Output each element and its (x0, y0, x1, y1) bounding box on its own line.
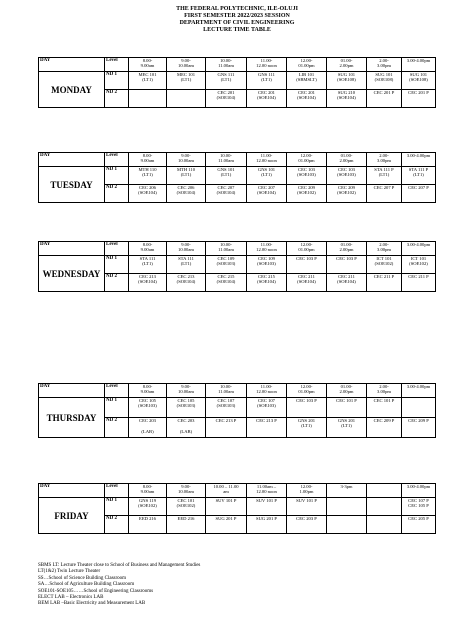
legend-item: SBMS LT: Lecture Theater close to School of Business and Management Studies (38, 563, 201, 568)
level-label: ND 2 (105, 418, 129, 438)
course-cell: CEC 107 (SOE103) (247, 398, 287, 418)
course-cell: CEC 103 P (327, 256, 367, 274)
course-cell: EED 216 (167, 516, 206, 534)
time-slot-header (367, 484, 402, 498)
time-slot-header: 10.00- 11.00am (206, 58, 247, 72)
course-cell: CEC 213 (SOE104) (129, 274, 167, 292)
course-cell: GNS 201 (LT1) (287, 418, 327, 438)
time-slot-header: 12.00- 01.00pm (287, 153, 327, 167)
course-cell: CEC 213 P (206, 418, 247, 438)
day-column-header: DAY (39, 484, 105, 498)
level-row (39, 256, 436, 274)
level-row (39, 72, 436, 90)
time-slot-header: 12.00- 01.00pm (287, 384, 327, 398)
course-cell: SUV 101 P (287, 498, 327, 516)
course-cell (402, 398, 436, 418)
day-table (38, 57, 436, 108)
time-slot-header: 8.00- 9.00am (129, 153, 167, 167)
day-table (38, 383, 436, 438)
timetable-header (0, 6, 474, 34)
course-cell (167, 90, 206, 108)
course-cell: SUG 101 (SOE108) (327, 72, 367, 90)
course-cell: CEC 213 (SOE104) (167, 274, 206, 292)
course-cell: SUV 101 P (206, 498, 247, 516)
course-cell: SUG 101 (SOE108) (367, 72, 402, 90)
course-cell: CEC 109 (SOE103) (247, 256, 287, 274)
course-cell: CEC 207 (SOE104) (247, 185, 287, 203)
course-cell (327, 516, 367, 534)
course-cell: CEC 107 P CEC 105 P (402, 498, 436, 516)
time-slot-header: 11.00- 12.00 noon (247, 242, 287, 256)
course-cell: CEC 201 P (367, 90, 402, 108)
time-slot-header: 01.00- 2.00pm (327, 58, 367, 72)
level-row (39, 167, 436, 185)
time-slot-header: 2.00- 3.00pm (367, 242, 402, 256)
course-cell (367, 498, 402, 516)
course-cell: CEC 201 (SOE104) (247, 90, 287, 108)
time-slot-header: 3.00-4.00pm (402, 484, 436, 498)
time-slot-header: 8.00- 9.00am (129, 58, 167, 72)
day-name: FRIDAY (39, 498, 105, 534)
course-cell: CEC 101 (SOE102) (167, 498, 206, 516)
course-cell: CEC 203 P (287, 516, 327, 534)
time-slot-header: 11.00- 12.00 noon (247, 384, 287, 398)
day-table (38, 152, 436, 203)
level-label: ND 1 (105, 398, 129, 418)
time-slot-header: 8.00- 9.00am (129, 484, 167, 498)
day-column-header: DAY (39, 384, 105, 398)
course-cell: GNS 101 (LT1) (206, 167, 247, 185)
course-cell: CEC 209 (SOE102) (287, 185, 327, 203)
time-slot-header: 11.00am – 12.00 noon (247, 484, 287, 498)
course-cell: SUG 101 (SOE108) (402, 72, 436, 90)
time-slot-header: 12.00- 1.00pm (287, 484, 327, 498)
time-slot-header: 10.00- 11.00am (206, 153, 247, 167)
course-cell: GNS 201 (LT1) (327, 418, 367, 438)
day-column-header: DAY (39, 242, 105, 256)
time-slot-header: 2.00- 3.00pm (367, 58, 402, 72)
time-slot-header: 10.00- 11.00am (206, 242, 247, 256)
time-slot-header: 8.00- 9.00am (129, 242, 167, 256)
day-table (38, 483, 436, 534)
level-column-header: Level (105, 484, 129, 498)
level-label: ND 2 (105, 90, 129, 108)
course-cell: SUG 210 (SOE104) (327, 90, 367, 108)
course-cell: CEC 211 P (367, 274, 402, 292)
course-cell: EED 216 (129, 516, 167, 534)
time-slot-header: 11.00- 12.00 noon (247, 153, 287, 167)
level-label: ND 2 (105, 274, 129, 292)
institution-name: THE FEDERAL POLYTECHNIC, ILE-OLUJI (176, 6, 298, 12)
time-slot-header: 12.00- 01.00pm (287, 58, 327, 72)
course-cell: CEC 209 (SOE102) (327, 185, 367, 203)
time-slot-header: 9.00- 10.00am (167, 384, 206, 398)
level-column-header: Level (105, 384, 129, 398)
course-cell: CEC 211 (SOE104) (287, 274, 327, 292)
level-label: ND 1 (105, 256, 129, 274)
legend-item: SA…School of Agriculture Building Classroom (38, 582, 135, 588)
course-cell: CEC 209 P (367, 418, 402, 438)
course-cell: STA 111 (LT1) (129, 256, 167, 274)
time-slot-header: 10.00- 11.00am (206, 384, 247, 398)
course-cell: CEC 201 (SOE104) (287, 90, 327, 108)
level-label: ND 1 (105, 72, 129, 90)
course-cell: STA 111 P (LT1) (402, 167, 436, 185)
legend-item: BEM LAB –Basic Electricity and Measurement LAB (38, 601, 146, 607)
time-slot-header: 3.00-4.00pm (402, 242, 436, 256)
course-cell: LIB 101 (SBMSLT) (287, 72, 327, 90)
course-cell: MEC 101 (LT1) (129, 72, 167, 90)
course-cell: CEC 207 P (402, 185, 436, 203)
course-cell: CEC 213 P (247, 418, 287, 438)
time-slot-header: 3.00-4.00pm (402, 384, 436, 398)
level-row (39, 398, 436, 418)
time-slot-header: 8.00- 9.00am (129, 384, 167, 398)
legend-item: SS…School of Science Building Classroom (38, 575, 127, 581)
time-slot-header: 3.00-4.00pm (402, 58, 436, 72)
course-cell: SUV 101 P (247, 498, 287, 516)
time-slot-header: 11.00- 12.00 noon (247, 58, 287, 72)
session-title: FIRST SEMESTER 2022/2023 SESSION (184, 13, 290, 19)
course-cell: GNS 111 (LT1) (206, 72, 247, 90)
level-label: ND 2 (105, 516, 129, 534)
time-slot-header: 12.00- 01.00pm (287, 242, 327, 256)
course-cell: GNS 101 (LT1) (247, 167, 287, 185)
course-cell: CEC 201 P (402, 90, 436, 108)
course-cell: CEC 103 P (287, 256, 327, 274)
course-cell: CEC 211 (SOE104) (327, 274, 367, 292)
day-column-header: DAY (39, 58, 105, 72)
course-cell: CEC 209 P (402, 418, 436, 438)
course-cell: CEC 103 (SOE103) (327, 167, 367, 185)
course-cell: SUG 201 P (206, 516, 247, 534)
course-cell: CEC 205 P (402, 516, 436, 534)
course-cell: ICT 101 (SOE102) (367, 256, 402, 274)
time-slot-header: 9.00- 10.00am (167, 58, 206, 72)
level-label: ND 1 (105, 498, 129, 516)
course-cell: CEC 215 (SOE104) (247, 274, 287, 292)
day-name: WEDNESDAY (39, 256, 105, 292)
course-cell: GNS 111 (LT1) (247, 72, 287, 90)
course-cell: CEC 206 (SOE104) (167, 185, 206, 203)
legend-item: ELECT LAB – Electronics LAB (38, 595, 104, 601)
legend-item: LT(1&2) Twin Lecture Theater (38, 569, 101, 575)
time-slot-header: 01.00- 2.00pm (327, 384, 367, 398)
course-cell (327, 498, 367, 516)
level-column-header: Level (105, 153, 129, 167)
day-name: THURSDAY (39, 398, 105, 438)
time-slot-header: 3-3pm (327, 484, 367, 498)
course-cell: SUG 201 P (247, 516, 287, 534)
course-cell: CEC 107 (SOE103) (206, 398, 247, 418)
course-cell: CEC 105 (SOE103) (129, 398, 167, 418)
course-cell: ICT 101 (SOE102) (402, 256, 436, 274)
level-column-header: Level (105, 58, 129, 72)
course-cell: STA 111 P (LT1) (367, 167, 402, 185)
course-cell: CEC 203 (LAB) (129, 418, 167, 438)
time-slot-header: 01.00- 2.00pm (327, 242, 367, 256)
time-slot-header: 9.00- 10.00am (167, 242, 206, 256)
course-cell: CEC 207 (SOE104) (206, 185, 247, 203)
course-cell (367, 516, 402, 534)
course-cell (129, 90, 167, 108)
level-row (39, 498, 436, 516)
legend (38, 563, 458, 608)
course-cell: CEC 206 (SOE104) (129, 185, 167, 203)
time-slot-header: 3.00-4.00pm (402, 153, 436, 167)
course-cell: CEC 103 (SOE103) (287, 167, 327, 185)
course-cell: CEC 109 (SOE103) (206, 256, 247, 274)
day-table (38, 241, 436, 292)
course-cell: STA 111 (LT1) (167, 256, 206, 274)
course-cell: MTH 110 (LT1) (167, 167, 206, 185)
time-slot-header: 2.00- 3.00pm (367, 384, 402, 398)
legend-item: SOE101-SOE105……School of Engineering Classrooms (38, 588, 154, 594)
course-cell: MEC 101 (LT1) (167, 72, 206, 90)
course-cell: CEC 215 (SOE104) (206, 274, 247, 292)
day-name: TUESDAY (39, 167, 105, 203)
course-cell: MTH 110 (LT1) (129, 167, 167, 185)
time-slot-header: 9.00- 10.00am (167, 153, 206, 167)
level-label: ND 2 (105, 185, 129, 203)
time-slot-header: 2.00- 3.00pm (367, 153, 402, 167)
course-cell: CEC 201 (SOE104) (206, 90, 247, 108)
course-cell: CEC 203 (LAB) (167, 418, 206, 438)
course-cell: CEC 101 P (367, 398, 402, 418)
course-cell: CEC 101 P (327, 398, 367, 418)
level-column-header: Level (105, 242, 129, 256)
time-slot-header: 01.00- 2.00pm (327, 153, 367, 167)
document-title: LECTURE TIME TABLE (203, 27, 271, 33)
course-cell: CEC 103 P (287, 398, 327, 418)
course-cell: GNS 119 (SOE102) (129, 498, 167, 516)
level-label: ND 1 (105, 167, 129, 185)
day-name: MONDAY (39, 72, 105, 108)
time-slot-header: 9.00- 10.00am (167, 484, 206, 498)
course-cell: CEC 207 P (367, 185, 402, 203)
time-slot-header: 10.00 – 11.00 am (206, 484, 247, 498)
day-column-header: DAY (39, 153, 105, 167)
course-cell: CEC 105 (SOE103) (167, 398, 206, 418)
course-cell: CEC 211 P (402, 274, 436, 292)
department-name: DEPARTMENT OF CIVIL ENGINEERING (179, 20, 295, 26)
